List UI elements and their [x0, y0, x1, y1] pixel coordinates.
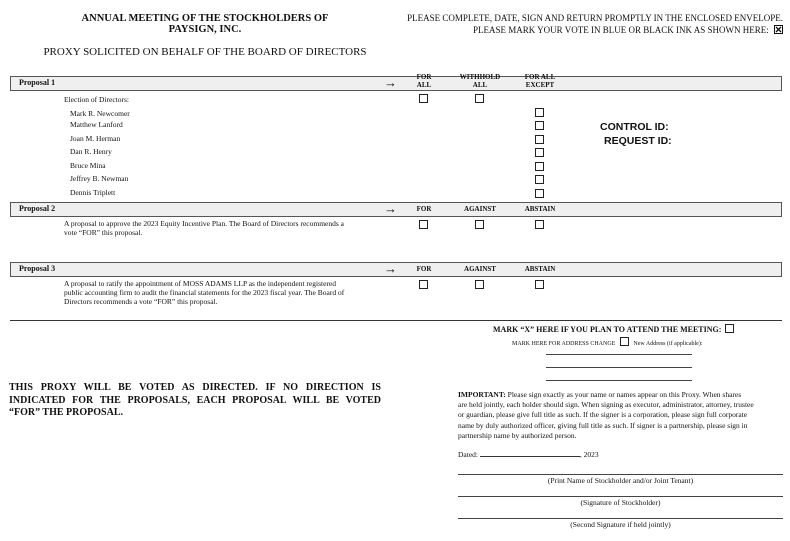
nominee-name: Jeffrey B. Newman	[70, 174, 129, 183]
proposal-1-bar	[10, 73, 782, 91]
nominee-name: Dennis Triplett	[70, 188, 116, 197]
instruction-line-2: PLEASE MARK YOUR VOTE IN BLUE OR BLACK INK AS SHOWN HERE:	[472, 25, 769, 35]
proposal-2-text: A proposal to approve the 2023 Equity Incentive Plan. The Board of Directors recommends a vote “FOR” this proposal.	[64, 219, 344, 237]
attend-meeting-row	[493, 323, 734, 334]
p3-for-checkbox[interactable]	[419, 280, 428, 289]
sample-mark-icon	[774, 25, 783, 34]
p3-against-checkbox[interactable]	[475, 280, 484, 289]
col-against: AGAINST	[464, 205, 496, 213]
p2-for-checkbox[interactable]	[419, 220, 428, 229]
nominee-except-checkbox[interactable]	[535, 162, 544, 171]
address-change-label: MARK HERE FOR ADDRESS CHANGE	[512, 341, 616, 347]
nominee-name: Matthew Lanford	[70, 120, 123, 129]
col-for-all-except: FOR ALL EXCEPT	[524, 73, 556, 89]
proposal-2-bar	[10, 202, 782, 217]
address-line[interactable]	[546, 367, 692, 368]
col-for-all: FOR ALL	[416, 73, 432, 89]
nominee-except-checkbox[interactable]	[535, 135, 544, 144]
p2-abstain-checkbox[interactable]	[535, 220, 544, 229]
proposal-3-text: A proposal to ratify the appointment of MOSS ADAMS LLP as the independent registered public accounting firm to audit the financial statements for the 2023 fiscal year. The Board of Directors recommends a vote “FOR” this proposal.	[64, 279, 345, 306]
new-address-label: New Address (if applicable):	[633, 341, 703, 347]
dated-row	[458, 448, 599, 459]
proxy-subtitle: PROXY SOLICITED ON BEHALF OF THE BOARD OF DIRECTORS	[43, 46, 367, 58]
proposal-3-bar	[10, 262, 782, 277]
second-signature-caption: (Second Signature if held jointly)	[570, 520, 671, 529]
company-name: PAYSIGN, INC.	[168, 24, 242, 35]
col-against: AGAINST	[464, 265, 496, 273]
attend-checkbox[interactable]	[725, 324, 734, 333]
arrow-right-icon: →	[384, 261, 397, 276]
signature-caption: (Signature of Stockholder)	[580, 498, 661, 507]
p1-withhold-all-checkbox[interactable]	[475, 94, 484, 103]
proposal-3-label: Proposal 3	[19, 264, 56, 273]
col-for: FOR	[416, 265, 432, 273]
address-change-checkbox[interactable]	[620, 337, 629, 346]
nominee-name: Dan R. Henry	[70, 147, 112, 156]
proposal-2-label: Proposal 2	[19, 204, 56, 213]
print-name-line[interactable]	[458, 474, 783, 475]
address-line[interactable]	[546, 354, 692, 355]
year-label: , 2023	[579, 450, 599, 459]
nominee-except-checkbox[interactable]	[535, 121, 544, 130]
p2-against-checkbox[interactable]	[475, 220, 484, 229]
election-label: Election of Directors:	[64, 95, 129, 104]
address-change-row	[512, 336, 703, 347]
col-abstain: ABSTAIN	[524, 265, 556, 273]
section-divider	[10, 320, 782, 321]
nominee-name: Joan M. Herman	[70, 134, 121, 143]
control-id-label: CONTROL ID:	[600, 121, 669, 133]
title-line-1: ANNUAL MEETING OF THE STOCKHOLDERS OF	[81, 13, 329, 24]
p1-for-all-checkbox[interactable]	[419, 94, 428, 103]
attend-label: MARK “X” HERE IF YOU PLAN TO ATTEND THE MEETING:	[493, 325, 722, 334]
proposal-1-label: Proposal 1	[19, 78, 56, 87]
p3-abstain-checkbox[interactable]	[535, 280, 544, 289]
instruction-line-1: PLEASE COMPLETE, DATE, SIGN AND RETURN PROMPTLY IN THE ENCLOSED ENVELOPE.	[407, 13, 783, 23]
col-withhold-all: WITHHOLD ALL	[459, 73, 501, 89]
col-for: FOR	[416, 205, 432, 213]
col-abstain: ABSTAIN	[524, 205, 556, 213]
arrow-right-icon: →	[384, 75, 397, 90]
important-instructions: IMPORTANT: Please sign exactly as your name or names appear on this Proxy. When shares are held jointly, each holder should sign. When signing as executor, administrator, attorney, trustee or guardian, please give full title as such. If the signer is a corporation, please sign full corporate name by duly authorized officer, giving full title as such. If signer is a partnership, please sign in partnership name by authorized person.	[458, 390, 754, 440]
nominee-except-checkbox[interactable]	[535, 175, 544, 184]
date-field[interactable]	[480, 448, 580, 457]
nominee-except-checkbox[interactable]	[535, 148, 544, 157]
nominee-name: Bruce Mina	[70, 161, 106, 170]
nominee-except-checkbox[interactable]	[535, 189, 544, 198]
arrow-right-icon: →	[384, 201, 397, 216]
nominee-name: Mark R. Newcomer	[70, 109, 130, 118]
second-signature-line[interactable]	[458, 518, 783, 519]
address-line[interactable]	[546, 380, 692, 381]
dated-label: Dated:	[458, 450, 478, 459]
important-lead: IMPORTANT:	[458, 390, 506, 399]
instructions	[405, 13, 783, 36]
request-id-label: REQUEST ID:	[604, 135, 672, 147]
print-name-caption: (Print Name of Stockholder and/or Joint Tenant)	[547, 476, 694, 485]
signature-line[interactable]	[458, 496, 783, 497]
proxy-voting-notice: THIS PROXY WILL BE VOTED AS DIRECTED. IF NO DIRECTION IS INDICATED FOR THE PROPOSALS, EACH PROPOSAL WILL BE VOTED “FOR” THE PROPOSAL.	[9, 382, 381, 418]
nominee-except-checkbox[interactable]	[535, 108, 544, 117]
meeting-title	[60, 13, 350, 35]
